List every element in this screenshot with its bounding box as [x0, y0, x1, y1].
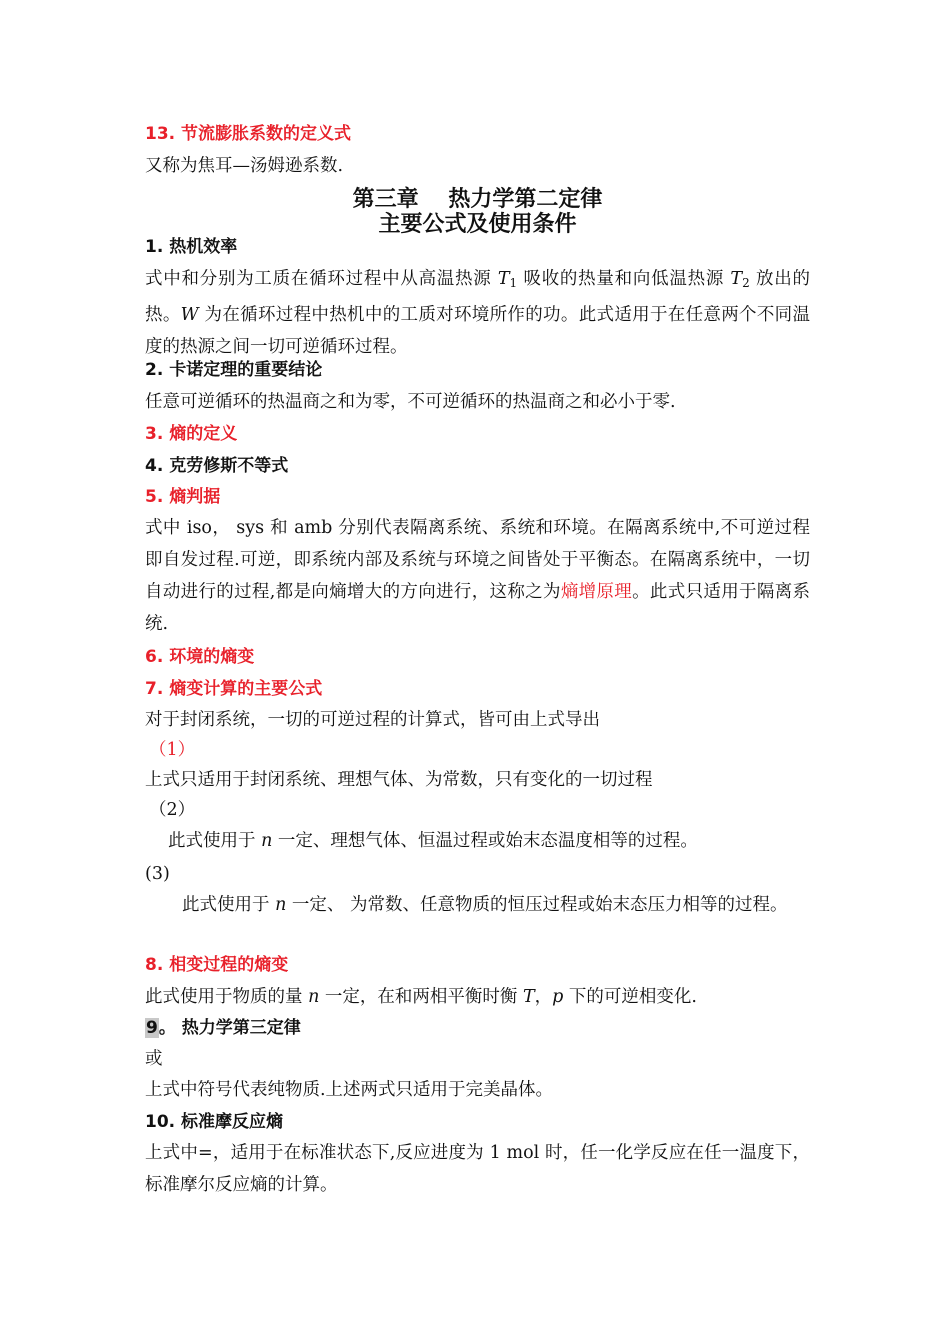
- section-8-heading: 8. 相变过程的熵变: [145, 955, 289, 975]
- section-7-case-2-label: （2）: [149, 800, 196, 820]
- section-1-paragraph: 式中和分别为工质在循环过程中从高温热源 $T_1$ 吸收的热量和向低温热源 $T_2$ 放出的热。W 为在循环过程中热机中的工质对环境所作的功。此式适用于在任意两个不同温度的热源之间一切可逆循环过程。: [145, 269, 811, 357]
- section-7-case-2-text: 此式使用于 n 一定、理想气体、恒温过程或始末态温度相等的过程。: [168, 831, 698, 851]
- section-7-case-1-label: （1）: [149, 740, 196, 760]
- section-9-heading: 9。 热力学第三定律: [146, 1018, 301, 1038]
- section-10-paragraph: 上式中=，适用于在标准状态下,反应进度为 1 mol 时，任一化学反应在任一温度下，标准摩尔反应熵的计算。: [145, 1143, 810, 1195]
- section-13-text: 又称为焦耳—汤姆逊系数.: [145, 156, 344, 176]
- section-9-number: 9: [146, 1018, 158, 1038]
- section-4-heading: 4. 克劳修斯不等式: [145, 456, 289, 476]
- section-7-heading: 7. 熵变计算的主要公式: [145, 679, 323, 699]
- section-10-heading: 10. 标准摩反应熵: [145, 1112, 284, 1132]
- chapter-subtitle: 主要公式及使用条件: [378, 212, 577, 237]
- section-7-intro: 对于封闭系统，一切的可逆过程的计算式，皆可由上式导出: [145, 710, 600, 730]
- section-5-paragraph: 式中 iso， sys 和 amb 分别代表隔离系统、系统和环境。在隔离系统中,不可逆过程即自发过程.可逆，即系统内部及系统与环境之间皆处于平衡态。在隔离系统中，一切自动进行的过程,都是向熵增大的方向进行，这称之为熵增原理。此式只适用于隔离系统.: [145, 518, 811, 634]
- section-6-heading: 6. 环境的熵变: [145, 647, 255, 667]
- section-1-heading: 1. 热机效率: [145, 237, 238, 257]
- section-7-case-3-text: 此式使用于 n 一定、 为常数、任意物质的恒压过程或始末态压力相等的过程。: [182, 895, 788, 915]
- section-7-case-1-text: 上式只适用于封闭系统、理想气体、为常数，只有变化的一切过程: [145, 770, 653, 790]
- section-9-text: 上式中符号代表纯物质.上述两式只适用于完美晶体。: [145, 1080, 554, 1100]
- section-13-heading: 13. 节流膨胀系数的定义式: [145, 124, 352, 144]
- section-2-text: 任意可逆循环的热温商之和为零，不可逆循环的热温商之和必小于零.: [145, 392, 676, 412]
- section-7-case-3-label: (3): [145, 864, 170, 884]
- section-2-heading: 2. 卡诺定理的重要结论: [145, 360, 323, 380]
- section-3-heading: 3. 熵的定义: [145, 424, 238, 444]
- section-5-heading: 5. 熵判据: [145, 487, 221, 507]
- section-9-or: 或: [145, 1049, 163, 1069]
- entropy-increase-principle: 熵增原理: [560, 582, 633, 602]
- chapter-title: 第三章 热力学第二定律: [352, 187, 603, 212]
- section-8-text: 此式使用于物质的量 n 一定，在和两相平衡时衡 T，p 下的可逆相变化.: [145, 987, 697, 1007]
